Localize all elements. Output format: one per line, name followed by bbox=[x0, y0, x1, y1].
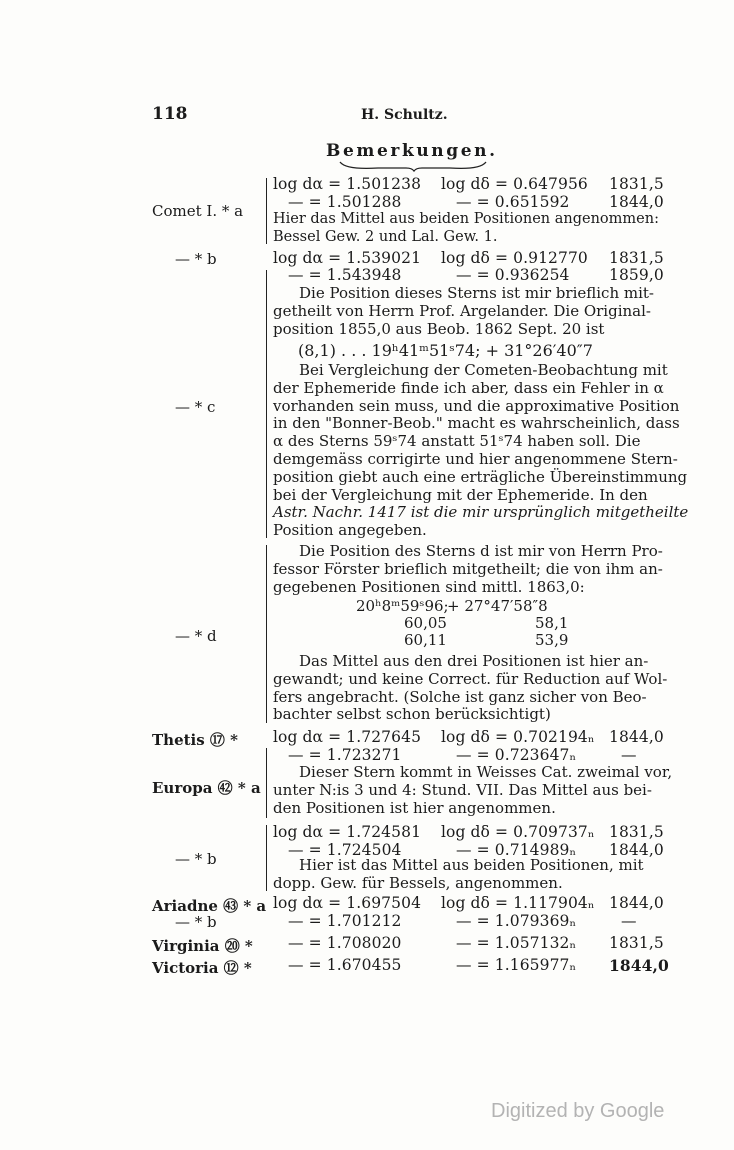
running-title: H. Schultz. bbox=[361, 107, 448, 123]
label-victoria: Victoria ⑫ * bbox=[152, 959, 252, 977]
text-line: in den "Bonner-Beob." macht es wahrscheinlich, dass bbox=[273, 414, 680, 433]
comet1-d-dec-3: 53,9 bbox=[535, 631, 569, 649]
text-line: position 1855,0 aus Beob. 1862 Sept. 20 ist bbox=[273, 319, 605, 338]
virginia-log-da: — = 1.708020 bbox=[288, 934, 402, 952]
ariadne-a-epoch: 1844,0 bbox=[609, 894, 664, 912]
europa-b-log-dd-2: — = 0.714989ₙ bbox=[456, 841, 577, 859]
comet1-c-paragraph-1 bbox=[273, 285, 658, 338]
victoria-log-da: — = 1.670455 bbox=[288, 956, 402, 974]
victoria-epoch: 1844,0 bbox=[609, 956, 669, 975]
comet1-d-ra-1: 20ʰ8ᵐ59ˢ96; bbox=[356, 597, 449, 615]
text-line: fessor Förster brieflich mitgetheilt; die von ihm an- bbox=[273, 559, 663, 578]
label-ariadne-b: — * b bbox=[175, 913, 217, 931]
comet1-c-paragraph-2 bbox=[273, 361, 689, 540]
label-virginia: Virginia ⑳ * bbox=[152, 937, 253, 955]
ariadne-b-log-da: — = 1.701212 bbox=[288, 912, 402, 930]
brace-comet1-c bbox=[266, 270, 267, 538]
thetis-epoch: 1844,0 bbox=[609, 728, 664, 746]
comet1-c-log-da: — = 1.543948 bbox=[288, 266, 402, 284]
text-line: dopp. Gew. für Bessels, angenommen. bbox=[273, 873, 563, 892]
ariadne-b-log-dd: — = 1.079369ₙ bbox=[456, 912, 577, 930]
europa-b-epoch-2: 1844,0 bbox=[609, 841, 664, 859]
text-line: Das Mittel aus den drei Positionen ist hier an- bbox=[299, 652, 649, 670]
text-line: gewandt; und keine Correct. für Reduction auf Wol- bbox=[273, 669, 668, 688]
comet1-d-paragraph-2 bbox=[273, 652, 668, 724]
brace-comet1-d bbox=[266, 545, 267, 723]
comet1-b-log-dd: log dδ = 0.912770 bbox=[441, 249, 588, 267]
virginia-log-dd: — = 1.057132ₙ bbox=[456, 934, 577, 952]
virginia-epoch: 1831,5 bbox=[609, 934, 664, 952]
ariadne-b-epoch: — bbox=[621, 912, 637, 930]
comet1-b-log-da: log dα = 1.539021 bbox=[273, 249, 422, 267]
comet1-d-ra-2: 60,05 bbox=[404, 614, 447, 632]
europa-b-log-da-2: — = 1.724504 bbox=[288, 841, 402, 859]
europa-b-epoch: 1831,5 bbox=[609, 823, 664, 841]
ariadne-a-log-dd: log dδ = 1.117904ₙ bbox=[441, 894, 595, 912]
text-line: vorhanden sein muss, und die approximative Position bbox=[273, 396, 680, 415]
europa-a-log-dd: — = 0.723647ₙ bbox=[456, 746, 577, 764]
comet1-d-dec-2: 58,1 bbox=[535, 614, 569, 632]
text-line: Die Position dieses Sterns ist mir brieflich mit- bbox=[299, 284, 655, 302]
text-line: Dieser Stern kommt in Weisses Cat. zweimal vor, bbox=[299, 763, 673, 781]
comet1-c-epoch: 1859,0 bbox=[609, 266, 664, 284]
ariadne-a-log-da: log dα = 1.697504 bbox=[273, 894, 422, 912]
section-heading: Bemerkungen. bbox=[326, 141, 498, 161]
brace-europa-a bbox=[266, 748, 267, 818]
google-watermark: Digitized by Google bbox=[491, 1100, 665, 1122]
comet1-a-log-da: log dα = 1.501238 bbox=[273, 175, 422, 193]
text-line: demgemäss corrigirte und hier angenommene Stern- bbox=[273, 449, 678, 468]
comet1-a-note-1: Hier das Mittel aus beiden Positionen angenommen: bbox=[273, 211, 659, 227]
brace-comet1-a bbox=[266, 178, 267, 244]
text-line: Die Position des Sterns d ist mir von Herrn Pro- bbox=[299, 542, 663, 560]
label-comet1-c: — * c bbox=[175, 398, 216, 416]
text-line: fers angebracht. (Solche ist ganz sicher von Beo- bbox=[273, 687, 647, 706]
europa-b-log-da: log dα = 1.724581 bbox=[273, 823, 422, 841]
comet1-d-paragraph-1 bbox=[273, 542, 663, 596]
europa-a-epoch: — bbox=[621, 746, 637, 764]
text-line: getheilt von Herrn Prof. Argelander. Die Original- bbox=[273, 301, 651, 320]
thetis-log-dd: log dδ = 0.702194ₙ bbox=[441, 728, 595, 746]
comet1-d-ra-3: 60,11 bbox=[404, 631, 447, 649]
comet1-d-dec-1: + 27°47′58″8 bbox=[447, 597, 548, 615]
text-line: Bei Vergleichung der Cometen-Beobachtung mit bbox=[299, 361, 668, 379]
comet1-a-log-dd: log dδ = 0.647956 bbox=[441, 175, 588, 193]
brace-europa-b bbox=[266, 825, 267, 891]
text-line: bei der Vergleichung mit der Ephemeride. In den bbox=[273, 485, 648, 504]
label-thetis: Thetis ⑰ * bbox=[152, 731, 238, 749]
europa-b-paragraph bbox=[273, 857, 658, 893]
victoria-log-dd: — = 1.165977ₙ bbox=[456, 956, 577, 974]
comet1-b-epoch: 1831,5 bbox=[609, 249, 664, 267]
heading-underline-brace bbox=[338, 160, 488, 172]
europa-a-log-da: — = 1.723271 bbox=[288, 746, 402, 764]
comet1-a-epoch: 1831,5 bbox=[609, 175, 664, 193]
label-europa-a: Europa ㊷ * a bbox=[152, 779, 261, 797]
comet1-c-log-dd: — = 0.936254 bbox=[456, 266, 570, 284]
comet1-a-log-da-2: — = 1.501288 bbox=[288, 193, 402, 211]
comet1-a-log-dd-2: — = 0.651592 bbox=[456, 193, 570, 211]
text-line: den Positionen ist hier angenommen. bbox=[273, 798, 556, 817]
europa-b-log-dd: log dδ = 0.709737ₙ bbox=[441, 823, 595, 841]
label-comet1-a: Comet I. * a bbox=[152, 202, 244, 220]
comet1-a-note-2: Bessel Gew. 2 und Lal. Gew. 1. bbox=[273, 229, 498, 245]
text-line: gegebenen Positionen sind mittl. 1863,0: bbox=[273, 577, 585, 596]
label-europa-b: — * b bbox=[175, 850, 217, 868]
text-line: α des Sterns 59ˢ74 anstatt 51ˢ74 haben soll. Die bbox=[273, 432, 641, 451]
text-line: unter N:is 3 und 4: Stund. VII. Das Mittel aus bei- bbox=[273, 780, 652, 799]
text-line: Hier ist das Mittel aus beiden Positionen, mit bbox=[299, 856, 644, 874]
comet1-a-epoch-2: 1844,0 bbox=[609, 193, 664, 211]
text-line: position giebt auch eine erträgliche Übereinstimmung bbox=[273, 467, 688, 486]
text-line: bachter selbst schon berücksichtigt) bbox=[273, 705, 551, 724]
label-comet1-b: — * b bbox=[175, 250, 217, 268]
text-line: Position angegeben. bbox=[273, 521, 427, 540]
comet1-c-formula: (8,1) . . . 19ʰ41ᵐ51ˢ74; + 31°26′40″7 bbox=[298, 341, 593, 360]
text-line: der Ephemeride finde ich aber, dass ein Fehler in α bbox=[273, 378, 664, 397]
europa-a-paragraph bbox=[273, 763, 673, 817]
thetis-log-da: log dα = 1.727645 bbox=[273, 728, 422, 746]
text-line: Astr. Nachr. 1417 ist die mir ursprünglich mitgetheilte bbox=[273, 503, 689, 522]
label-ariadne-a: Ariadne ㊸ * a bbox=[152, 897, 267, 915]
page-number: 118 bbox=[152, 104, 188, 124]
label-comet1-d: — * d bbox=[175, 627, 217, 645]
